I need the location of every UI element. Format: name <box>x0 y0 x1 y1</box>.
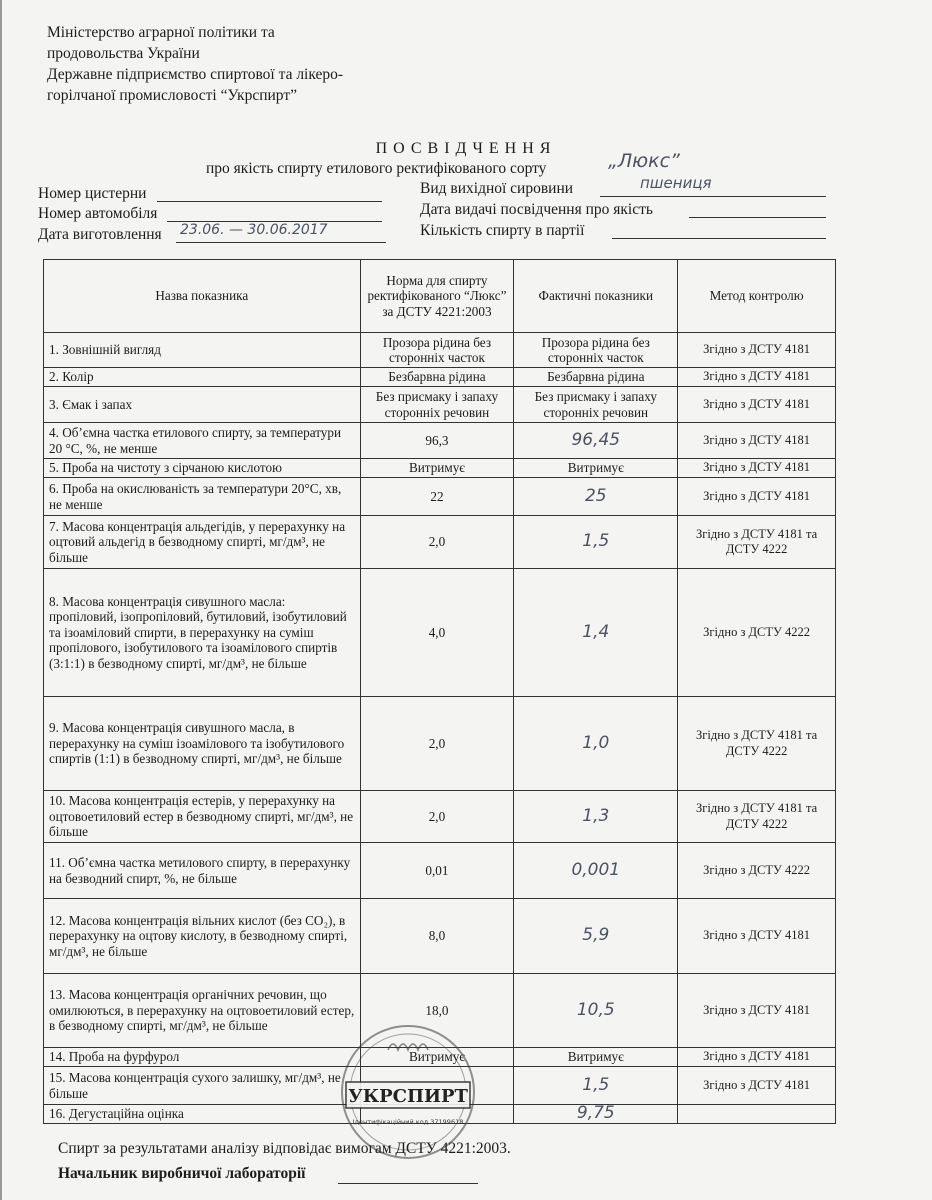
table-row <box>44 843 836 899</box>
control-method: Згідно з ДСТУ 4181 <box>678 1067 836 1105</box>
control-method: Згідно з ДСТУ 4181 <box>678 333 836 368</box>
manufacture-date-value: 23.06. — 30.06.2017 <box>180 222 328 238</box>
actual-value: 96,45 <box>514 423 678 459</box>
norm-value: 2,0 <box>360 516 514 569</box>
control-method <box>678 1105 836 1124</box>
header-line: продовольства України <box>47 45 200 62</box>
actual-value: Без присмаку і запаху сторонніх речовин <box>514 387 678 423</box>
indicator-name: 15. Масова концентрація сухого залишку, мг/дм³, не більше <box>44 1067 361 1105</box>
stamp-subtext: Ідентифікаційний код 37199618 <box>352 1118 464 1126</box>
control-method: Згідно з ДСТУ 4181 <box>678 423 836 459</box>
actual-value: 10,5 <box>514 974 678 1048</box>
quality-table <box>43 259 836 1124</box>
control-method: Згідно з ДСТУ 4181 <box>678 899 836 974</box>
norm-value: 96,3 <box>360 423 514 459</box>
actual-value: 1,5 <box>514 516 678 569</box>
stamp-text: УКРСПИРТ <box>348 1086 468 1107</box>
issue-date-line <box>689 217 826 218</box>
grade-handwritten: „Люкс” <box>608 150 680 172</box>
actual-value: 1,5 <box>514 1067 678 1105</box>
col-header-actual: Фактичні показники <box>514 260 678 333</box>
page-edge <box>0 0 2 1200</box>
issuer-header <box>47 22 343 106</box>
tank-number-line <box>157 201 382 202</box>
control-method: Згідно з ДСТУ 4181 <box>678 368 836 387</box>
table-row <box>44 569 836 697</box>
norm-value: 18,0 <box>360 974 514 1048</box>
header-line: Міністерство аграрної політики та <box>47 24 275 41</box>
norm-value: Витримує <box>360 459 514 478</box>
norm-value: 4,0 <box>360 569 514 697</box>
norm-value: 22 <box>360 478 514 516</box>
car-number-label: Номер автомобіля <box>38 205 158 222</box>
norm-value: 2,0 <box>360 791 514 843</box>
actual-value: 9,75 <box>514 1105 678 1124</box>
raw-material-line <box>600 196 826 197</box>
control-method: Згідно з ДСТУ 4181 <box>678 974 836 1048</box>
col-header-norm: Норма для спирту ректифікованого “Люкс” за ДСТУ 4221:2003 <box>360 260 514 333</box>
stamp-emblem-icon <box>388 1044 428 1050</box>
actual-value: 1,3 <box>514 791 678 843</box>
norm-value: 8,0 <box>360 899 514 974</box>
col-header-name: Назва показника <box>44 260 361 333</box>
manufacture-date-line <box>176 242 386 243</box>
control-method: Згідно з ДСТУ 4222 <box>678 569 836 697</box>
control-method: Згідно з ДСТУ 4181 <box>678 459 836 478</box>
issue-date-label: Дата видачі посвідчення про якість <box>420 201 653 218</box>
indicator-name: 4. Об’ємна частка етилового спирту, за температури 20 °С, %, не менше <box>44 423 361 459</box>
table-row <box>44 368 836 387</box>
actual-value: 25 <box>514 478 678 516</box>
indicator-name: 10. Масова концентрація естерів, у перерахунку на оцтовоетиловий естер в безводному спирті, мг/дм³, не більше <box>44 791 361 843</box>
col-header-method: Метод контролю <box>678 260 836 333</box>
table-row <box>44 516 836 569</box>
indicator-name: 11. Об’ємна частка метилового спирту, в перерахунку на безводний спирт, %, не більше <box>44 843 361 899</box>
actual-value: 5,9 <box>514 899 678 974</box>
indicator-name: 12. Масова концентрація вільних кислот (без CO₂), в перерахунку на оцтову кислоту, в безводному спирті, мг/дм³, не більше <box>44 899 361 974</box>
batch-quantity-label: Кількість спирту в партії <box>420 222 585 239</box>
indicator-name: 14. Проба на фурфурол <box>44 1048 361 1067</box>
control-method: Згідно з ДСТУ 4181 та ДСТУ 4222 <box>678 697 836 791</box>
norm-value: 0,01 <box>360 843 514 899</box>
actual-value: Витримує <box>514 1048 678 1067</box>
table-row <box>44 899 836 974</box>
actual-value: Витримує <box>514 459 678 478</box>
indicator-name: 8. Масова концентрація сивушного масла: пропіловий, ізопропіловий, бутиловий, ізобутиловий та ізоаміловий спирти, в перерахунку на суміш пропілового, ізобутилового та ізоамілового спиртів (3:1:1) в безводному спирті, мг/дм³, не більше <box>44 569 361 697</box>
control-method: Згідно з ДСТУ 4222 <box>678 843 836 899</box>
header-line: горілчаної промисловості “Укрспирт” <box>47 87 298 104</box>
control-method: Згідно з ДСТУ 4181 <box>678 1048 836 1067</box>
actual-value: Безбарвна рідина <box>514 368 678 387</box>
table-row <box>44 791 836 843</box>
signature-label: Начальник виробничої лабораторії <box>58 1165 306 1182</box>
actual-value: 1,4 <box>514 569 678 697</box>
control-method: Згідно з ДСТУ 4181 <box>678 387 836 423</box>
norm-value: Без присмаку і запаху сторонніх речовин <box>360 387 514 423</box>
indicator-name: 16. Дегустаційна оцінка <box>44 1105 361 1124</box>
indicator-name: 2. Колір <box>44 368 361 387</box>
actual-value: 0,001 <box>514 843 678 899</box>
raw-material-label: Вид вихідної сировини <box>420 180 574 197</box>
table-row <box>44 333 836 368</box>
actual-value: 1,0 <box>514 697 678 791</box>
document-subtitle: про якість спирту етилового ректифікованого сорту <box>206 160 547 177</box>
norm-value: Прозора рідина без сторонніх часток <box>360 333 514 368</box>
indicator-name: 5. Проба на чистоту з сірчаною кислотою <box>44 459 361 478</box>
header-line: Державне підприємство спиртової та лікеро- <box>47 66 344 83</box>
indicator-name: 13. Масова концентрація органічних речовин, що омилюються, в перерахунку на оцтовоетиловий естер, в безводному спирті, мг/дм³, не більше <box>44 974 361 1048</box>
table-row <box>44 459 836 478</box>
manufacture-date-label: Дата виготовлення <box>38 226 162 243</box>
control-method: Згідно з ДСТУ 4181 та ДСТУ 4222 <box>678 791 836 843</box>
tank-number-label: Номер цистерни <box>38 185 147 202</box>
control-method: Згідно з ДСТУ 4181 та ДСТУ 4222 <box>678 516 836 569</box>
conclusion-text: Спирт за результатами аналізу відповідає вимогам ДСТУ 4221:2003. <box>58 1140 511 1157</box>
table-row <box>44 697 836 791</box>
table-row <box>44 423 836 459</box>
batch-quantity-line <box>612 238 826 239</box>
norm-value: Витримує <box>360 1048 514 1067</box>
norm-value: 2,0 <box>360 697 514 791</box>
norm-value: Безбарвна рідина <box>360 368 514 387</box>
indicator-name: 7. Масова концентрація альдегідів, у перерахунку на оцтовий альдегід в безводному спирті, мг/дм³, не більше <box>44 516 361 569</box>
control-method: Згідно з ДСТУ 4181 <box>678 478 836 516</box>
signature-line <box>338 1183 478 1184</box>
actual-value: Прозора рідина без сторонніх часток <box>514 333 678 368</box>
indicator-name: 6. Проба на окислюваність за температури 20°С, хв, не менше <box>44 478 361 516</box>
table-row <box>44 387 836 423</box>
table-row <box>44 478 836 516</box>
indicator-name: 9. Масова концентрація сивушного масла, в перерахунку на суміш ізоамілового та ізобутилового спиртів (1:1) в безводному спирті, мг/дм³, не більше <box>44 697 361 791</box>
document-title: ПОСВІДЧЕННЯ <box>375 140 557 157</box>
indicator-name: 1. Зовнішній вигляд <box>44 333 361 368</box>
indicator-name: 3. Ємак і запах <box>44 387 361 423</box>
raw-material-value: пшениця <box>640 174 712 192</box>
